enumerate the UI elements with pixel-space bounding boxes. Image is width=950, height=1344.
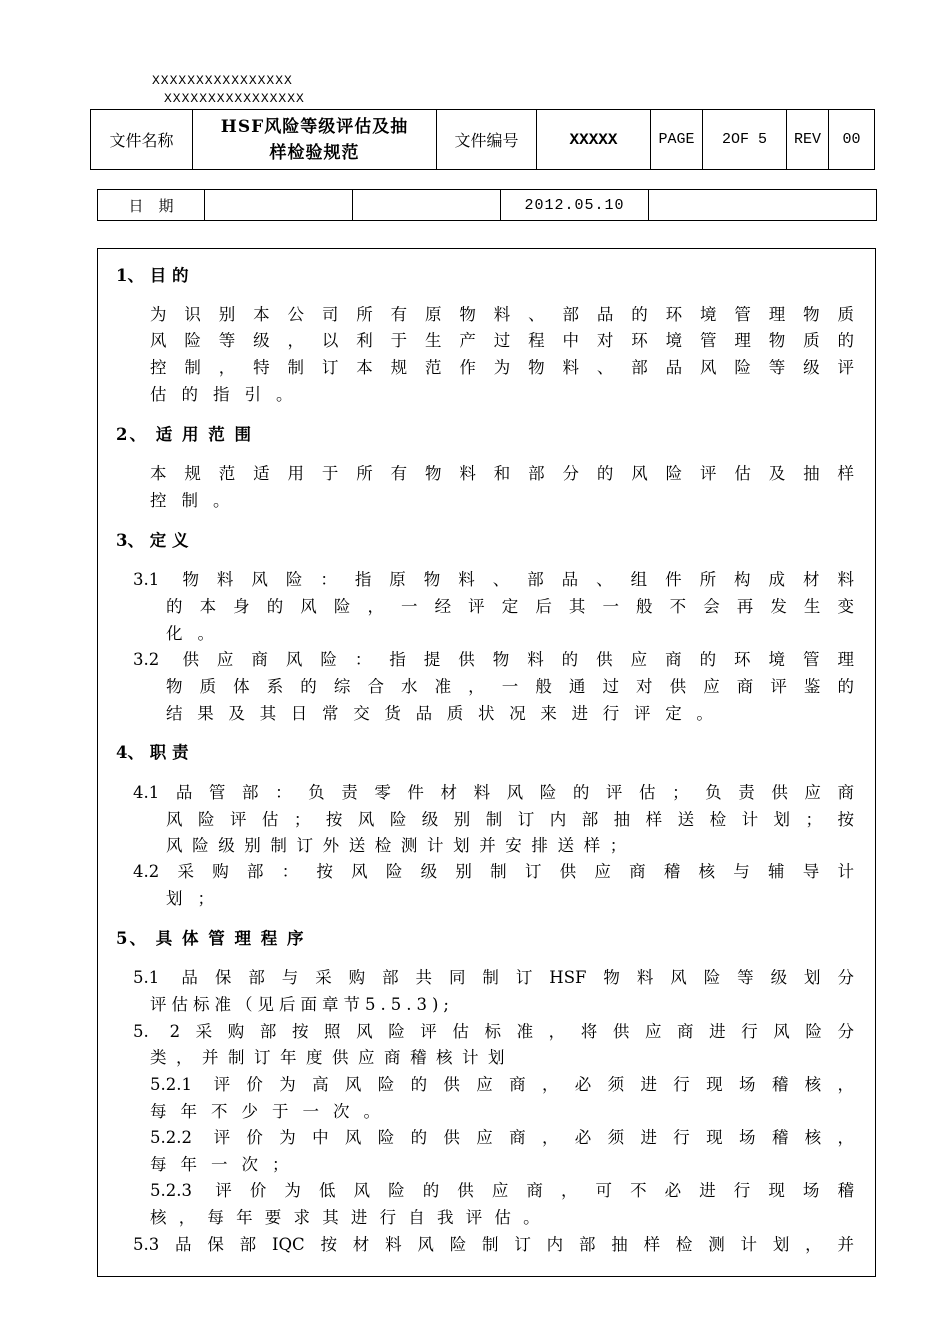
s2-line-2: 控制。 [150,491,245,510]
s5-2-2-line-2: 每年一次； [150,1155,303,1174]
section-2-title: 2、 适 用 范 围 [116,425,253,444]
s5-2-3-line-2: 核，每年要求其进行自我评估。 [150,1208,552,1227]
section-4-title: 4、 职 责 [116,743,189,762]
s5-2-line-2: 类，并制订年度供应商稽核计划 [150,1048,514,1067]
section-5-title: 5、 具 体 管 理 程 序 [116,929,306,948]
page-value: 2OF 5 [703,110,787,170]
s5-3-line-1: 5.3品保部IQC按材料风险制订内部抽样检测计划，并 [133,1235,854,1254]
s4-1-line-2: 风险评估；按风险级别制订内部抽样送检计划；按 [166,810,854,829]
document-header-table [90,109,875,170]
s3-1-line-2: 的本身的风险，一经评定后其一般不会再发生变 [166,597,854,616]
date-table [97,189,877,221]
date-value: 2012.05.10 [501,190,649,221]
document-title [193,110,437,170]
s5-1-line-2: 评估标准（见后面章节5.5.3); [150,995,454,1014]
section-3-title: 3、 定 义 [116,531,189,550]
date-empty-cell-2 [353,190,501,221]
section-1-title: 1、 目 的 [116,266,189,285]
s3-1-line-3: 化。 [166,624,229,643]
s4-2-line-1: 4.2采购部：按风险级别制订供应商稽核与辅导计 [133,862,854,881]
s4-1-line-1: 4.1品管部：负责零件材料风险的评估；负责供应商 [133,783,854,802]
date-label: 日 期 [98,190,205,221]
s4-1-line-3: 风险级别制订外送检测计划并安排送样； [166,836,636,855]
file-name-label: 文件名称 [91,110,193,170]
company-name [152,72,305,108]
company-line-2: XXXXXXXXXXXXXXXX [164,91,305,106]
date-empty-cell-1 [205,190,353,221]
rev-label: REV [787,110,829,170]
s1-line-4: 估的指引。 [150,385,308,404]
file-number-value: XXXXX [537,110,651,170]
s3-2-line-1: 3.2 供应商风险：指提供物料的供应商的环境管理 [133,650,854,669]
s5-2-3-line-1: 5.2.3 评价为低风险的供应商，可不必进行现场稽 [150,1181,854,1200]
s4-2-line-2: 划； [166,889,229,908]
s3-2-line-2: 物质体系的综合水准，一般通过对供应商评鉴的 [166,677,854,696]
s5-2-2-line-1: 5.2.2 评价为中风险的供应商，必须进行现场稽核， [150,1128,854,1147]
s5-2-1-line-2: 每年不少于一次。 [150,1102,394,1121]
s5-1-line-1: 5.1 品保部与采购部共同制订HSF物料风险等级划分 [133,968,854,987]
document-title-line-2: 样检验规范 [269,142,360,163]
s1-line-1: 为识别本公司所有原物料、部品的环境管理物质 [150,305,854,324]
document-title-line-1: HSF风险等级评估及抽 [220,116,409,137]
s5-2-line-1: 5. 2采购部按照风险评估标准，将供应商进行风险分 [133,1022,854,1041]
rev-value: 00 [829,110,875,170]
date-empty-cell-3 [649,190,877,221]
s2-line-1: 本规范适用于所有物料和部分的风险评估及抽样 [150,464,854,483]
s5-2-1-line-1: 5.2.1 评价为高风险的供应商，必须进行现场稽核， [150,1075,854,1094]
file-number-label: 文件编号 [437,110,537,170]
s3-2-line-3: 结果及其日常交货品质状况来进行评定。 [166,704,728,723]
s1-line-3: 控制，特制订本规范作为物料、部品风险等级评 [150,358,854,377]
s1-line-2: 风险等级，以利于生产过程中对环境管理物质的 [150,331,854,350]
s3-1-line-1: 3.1 物料风险：指原物料、部品、组件所构成材料 [133,570,854,589]
page-label: PAGE [651,110,703,170]
company-line-1: XXXXXXXXXXXXXXXX [152,73,293,88]
